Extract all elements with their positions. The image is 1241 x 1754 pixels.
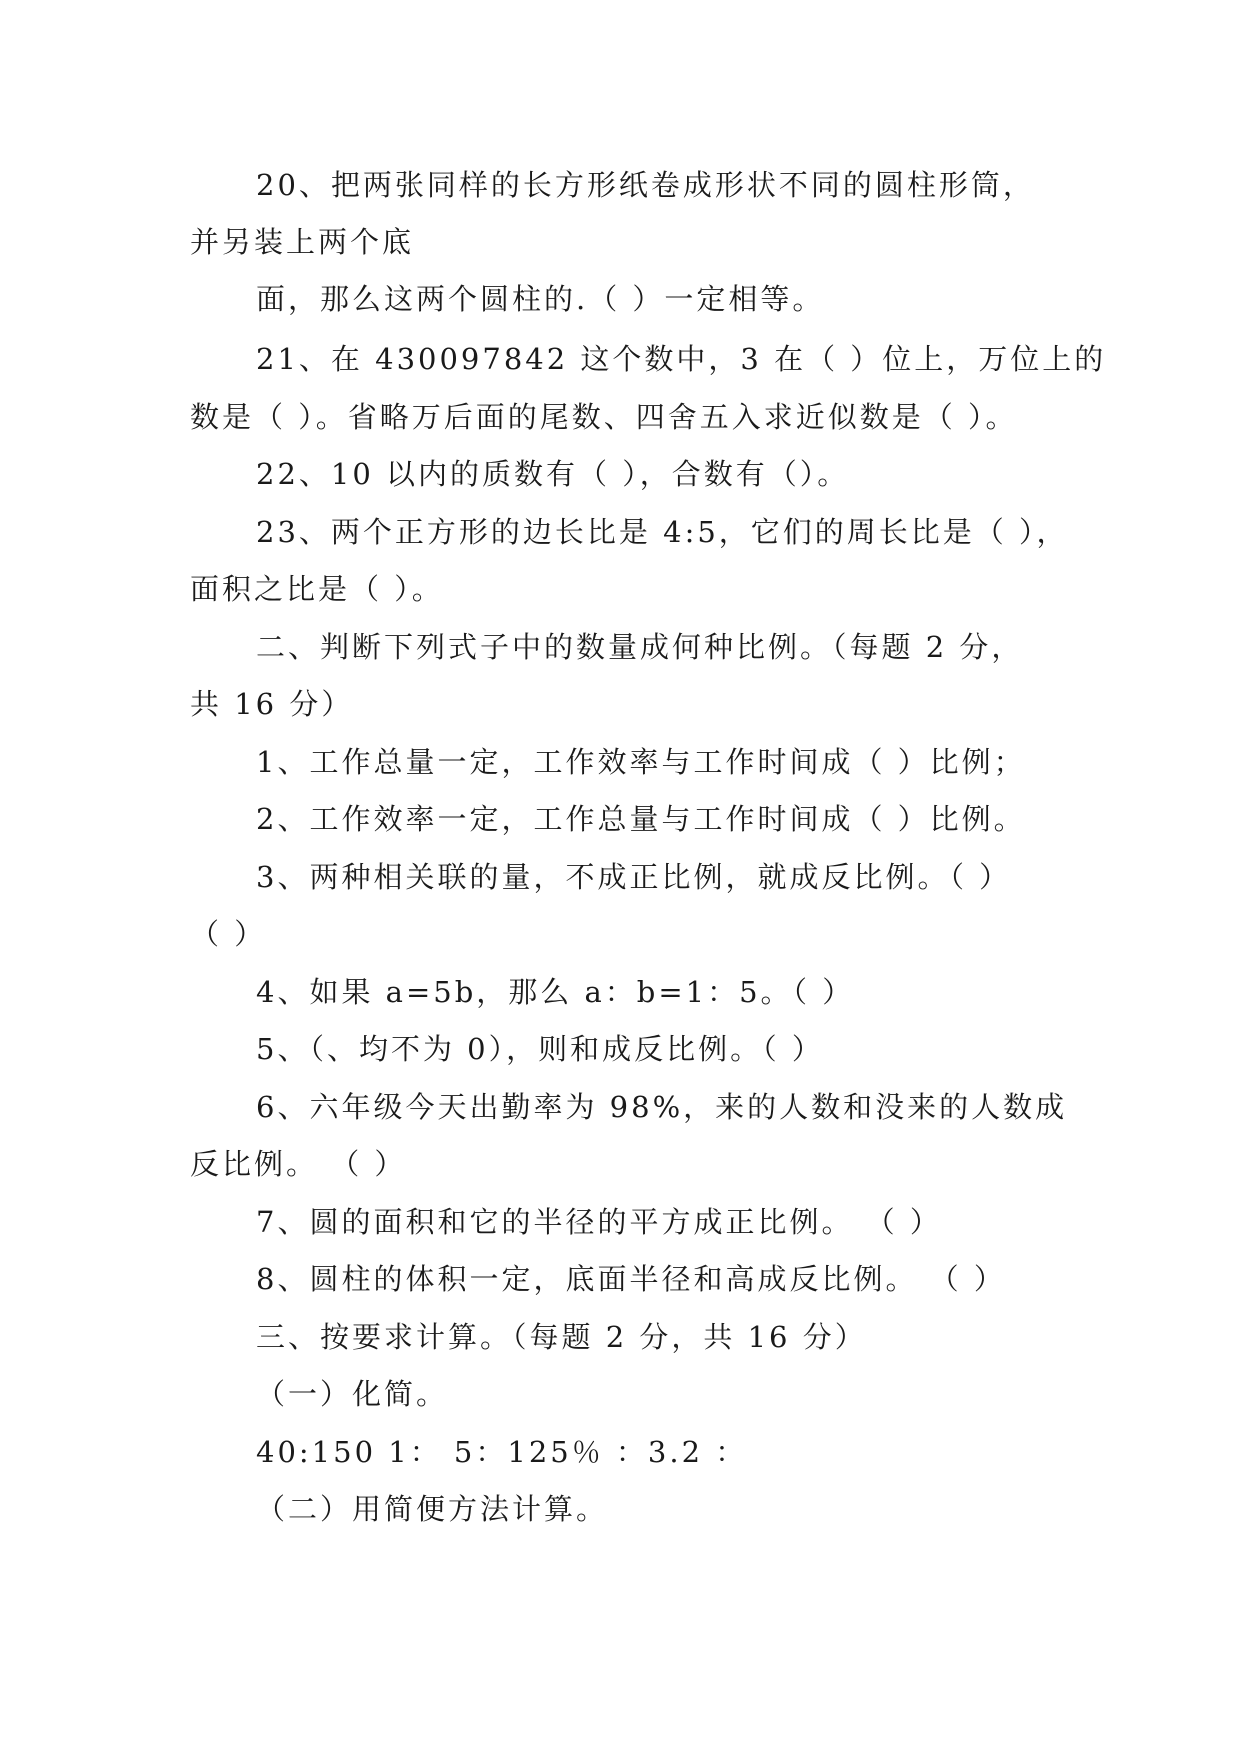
judge-8: 8、圆柱的体积一定，底面半径和高成反比例。 （ ）	[256, 1262, 1006, 1296]
q21-line1: 21、在 430097842 这个数中，3 在（ ）位上，万位上的	[256, 342, 1107, 376]
judge-4: 4、如果 a=5b，那么 a：b=1：5。（ ）	[256, 975, 855, 1009]
judge-3-line1: 3、两种相关联的量，不成正比例，就成反比例。（ ）	[256, 860, 1012, 894]
section2-heading-line1: 二、判断下列式子中的数量成何种比例。（每题 2 分，	[256, 630, 1024, 664]
q23-line1: 23、两个正方形的边长比是 4:5，它们的周长比是（ ），	[256, 515, 1069, 549]
q22-line: 22、10 以内的质数有（ ），合数有（）。	[256, 457, 850, 491]
section3-heading: 三、按要求计算。（每题 2 分，共 16 分）	[256, 1320, 867, 1354]
simplify-expressions: 40:150 1： 5：125％ ：3.2 ：	[256, 1435, 748, 1469]
judge-3-line2: （ ）	[190, 917, 267, 951]
subsection-simplify: （一）化简。	[256, 1377, 449, 1411]
judge-5: 5、（、均不为 0），则和成反比例。（ ）	[256, 1032, 824, 1066]
q20-line3: 面，那么这两个圆柱的.（ ）一定相等。	[256, 282, 825, 316]
subsection-simple-calc: （二）用简便方法计算。	[256, 1492, 609, 1526]
judge-1: 1、工作总量一定，工作效率与工作时间成（ ）比例；	[256, 745, 1026, 779]
q23-line2: 面积之比是（ ）。	[190, 572, 444, 606]
q21-line2: 数是（ ）。省略万后面的尾数、四舍五入求近似数是（ ）。	[190, 400, 1018, 434]
q20-line1: 20、把两张同样的长方形纸卷成形状不同的圆柱形筒，	[256, 168, 1035, 202]
q20-line2: 并另装上两个底	[190, 225, 415, 259]
judge-6-line2: 反比例。 （ ）	[190, 1147, 407, 1181]
judge-7: 7、圆的面积和它的半径的平方成正比例。 （ ）	[256, 1205, 942, 1239]
judge-6-line1: 6、六年级今天出勤率为 98%，来的人数和没来的人数成	[256, 1090, 1068, 1124]
section2-heading-line2: 共 16 分）	[190, 687, 354, 721]
judge-2: 2、工作效率一定，工作总量与工作时间成（ ）比例。	[256, 802, 1026, 836]
